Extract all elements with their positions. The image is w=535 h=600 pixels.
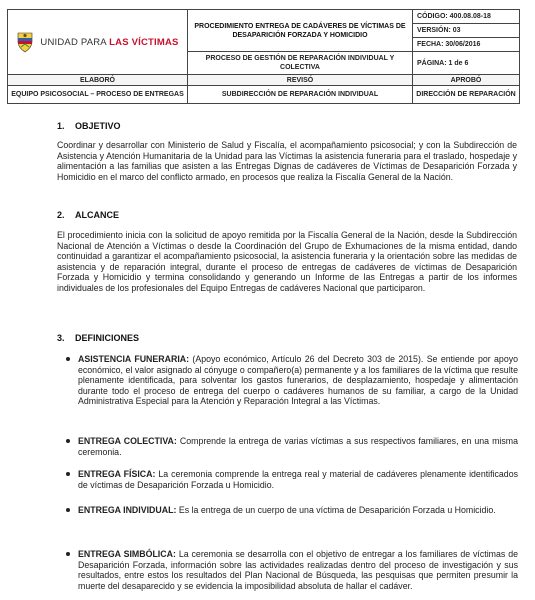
section-title: ALCANCE (75, 210, 119, 220)
section-title: OBJETIVO (75, 121, 121, 131)
definition-text: La ceremonia comprende la entrega real y material de cadáveres plenamente identificados de víctimas de Desaparición Forzada u Homicidio. (78, 469, 518, 490)
definition-item (66, 436, 518, 457)
definition-text: Comprende la entrega de varias víctimas a sus respectivos familiares, en una misma ceremonia. (78, 436, 518, 457)
section-heading-objetivo (57, 121, 121, 131)
bullet-icon (66, 508, 70, 512)
brand-emphasis: LAS VÍCTIMAS (109, 36, 179, 48)
definition-term: ENTREGA COLECTIVA: (78, 436, 177, 446)
document-code: CÓDIGO: 400.08.08-18 (413, 10, 520, 24)
page-number: PÁGINA: 1 de 6 (413, 52, 520, 75)
brand-name: UNIDAD PARA LAS VÍCTIMAS (40, 36, 179, 48)
bullet-icon (66, 552, 70, 556)
definition-text: Es la entrega de un cuerpo de una víctima de Desaparición Forzada u Homicidio. (176, 505, 496, 515)
section-number: 2. (57, 210, 65, 220)
definition-term: ASISTENCIA FUNERARIA: (78, 354, 190, 364)
bullet-icon (66, 439, 70, 443)
definition-term: ENTREGA SIMBÓLICA: (78, 549, 176, 559)
definition-item (66, 469, 518, 490)
section-heading-alcance (57, 210, 119, 220)
document-version: VERSIÓN: 03 (413, 24, 520, 38)
document-date: FECHA: 30/06/2016 (413, 38, 520, 52)
section-heading-definiciones (57, 333, 139, 343)
objetivo-paragraph: Coordinar y desarrollar con Ministerio de Salud y Fiscalía, el acompañamiento psicosocial; y con la Subdirección de Asistencia y Atención Humanitaria de la Unidad para las Víctimas la asistencia funeraria para el traslado, hospedaje y alimentación a las familias que asisten a las Entregas Dignas de cadáveres de Víctimas de Desaparición Forzada y Homicidio en el marco del conflicto armado, en procesos que realiza la Fiscalía General de la Nación. (57, 140, 517, 182)
reviso-value: SUBDIRECCIÓN DE REPARACIÓN INDIVIDUAL (188, 86, 413, 104)
unidad-victimas-logo (8, 31, 187, 53)
definition-text: (Apoyo económico, Artículo 26 del Decreto 303 de 2015). Se entiende por apoyo económico, el valor asignado al cónyuge o compañero(a) permanente y a los familiares de la víctima que resulte plenamente identificada, para solventar los gastos funerarios, de desplazamiento, hospedaje y alimentación durante todo el proceso de entrega del cuerpo o cadáveres humanos de su familiar, a cargo de la Unidad Administrativa Especial para la Atención y Reparación Integral a las Víctimas. (78, 354, 518, 407)
alcance-paragraph: El procedimiento inicia con la solicitud de apoyo remitida por la Fiscalía General de la Nación, desde la Subdirección Nacional de Atención a Víctimas o desde la Coordinación del Grupo de Exhumaciones de la misma entidad, dando continuidad a garantizar el acompañamiento psicosocial, la asistencia funeraria y la orientación sobre las medidas de asistencia y de reparación integral, durante el proceso de entregas de cadáveres de víctimas de Desaparición Forzada y Homicidio y termina consolidando y generando un Informe de las Entregas a partir de los informes individuales de los profesionales del Equipo Entregas de cadáveres Nacional que participaron. (57, 230, 517, 293)
definition-item (66, 549, 518, 591)
definition-term: ENTREGA FÍSICA: (78, 469, 156, 479)
definition-text: La ceremonia se desarrolla con el objetivo de entregar a los familiares de víctimas de Desaparición Forzada, información sobre las actividades realizadas dentro del proceso de investigación y sus resultados, entre estos los resultados del Plan Nacional de Búsqueda, las pesquisas que permiten presumir la muerte del desaparecido y se evidencia la imposibilidad absoluta de hallar el cadáver. (78, 549, 518, 591)
definition-item (66, 354, 518, 407)
definition-term: ENTREGA INDIVIDUAL: (78, 505, 177, 515)
section-number: 3. (57, 333, 65, 343)
document-header-table (7, 9, 520, 104)
section-title: DEFINICIONES (75, 333, 140, 343)
bullet-icon (66, 472, 70, 476)
aprobo-value: DIRECCIÓN DE REPARACIÓN (413, 86, 520, 104)
elaboro-value: EQUIPO PSICOSOCIAL – PROCESO DE ENTREGAS (8, 86, 188, 104)
bullet-icon (66, 357, 70, 361)
reviso-label: REVISÓ (188, 75, 413, 86)
process-name: PROCESO DE GESTIÓN DE REPARACIÓN INDIVIDUAL Y COLECTIVA (188, 52, 413, 75)
logo-cell (8, 10, 188, 75)
definition-item (66, 505, 518, 516)
aprobo-label: APROBÓ (413, 75, 520, 86)
document-title: PROCEDIMIENTO ENTREGA DE CADÁVERES DE VÍCTIMAS DE DESAPARICIÓN FORZADA Y HOMICIDIO (188, 10, 413, 52)
coat-of-arms-icon (16, 31, 34, 53)
elaboro-label: ELABORÓ (8, 75, 188, 86)
section-number: 1. (57, 121, 65, 131)
